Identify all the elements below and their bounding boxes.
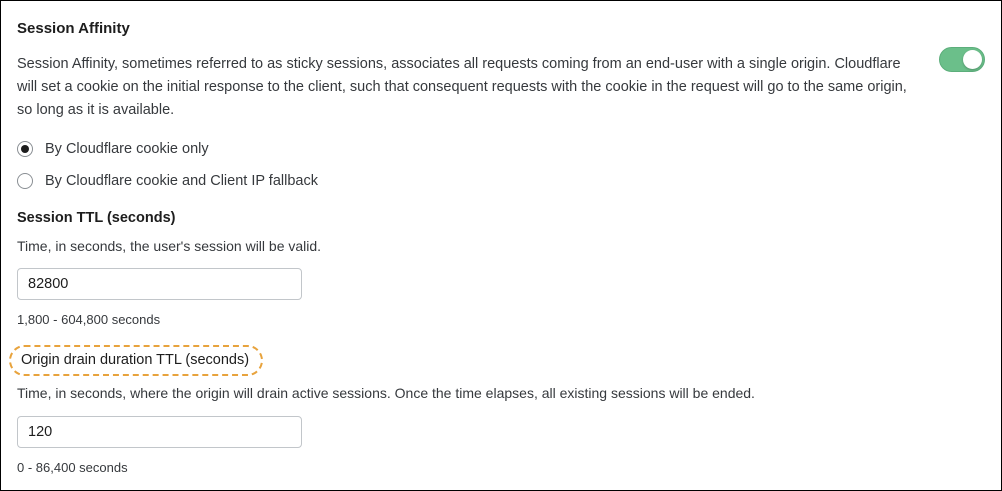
radio-icon[interactable] [17, 141, 33, 157]
radio-option-cookie-and-ip[interactable] [17, 172, 985, 190]
session-ttl-input[interactable] [17, 268, 302, 300]
origin-drain-ttl-input[interactable] [17, 416, 302, 448]
session-affinity-toggle[interactable] [939, 47, 985, 72]
section-description: Session Affinity, sometimes referred to as sticky sessions, associates all requests coming from an end-user with a single origin. Cloudflare will set a cookie on the initial response to the client, such that consequent requests with the cookie in the request will go to the same origin, so long as it is available. [17, 56, 907, 118]
session-ttl-range: 1,800 - 604,800 seconds [17, 312, 161, 327]
radio-option-cookie-only[interactable] [17, 140, 985, 158]
page-title: Session Affinity [17, 20, 130, 37]
radio-label: By Cloudflare cookie and Client IP fallback [45, 173, 318, 189]
session-ttl-help: Time, in seconds, the user's session will be valid. [17, 238, 322, 254]
origin-drain-ttl-label: Origin drain duration TTL (seconds) [9, 345, 263, 376]
radio-label: By Cloudflare cookie only [45, 141, 209, 157]
session-ttl-label: Session TTL (seconds) [17, 210, 176, 226]
radio-icon[interactable] [17, 173, 33, 189]
toggle-knob [963, 50, 982, 69]
origin-drain-ttl-help: Time, in seconds, where the origin will drain active sessions. Once the time elapses, all existing sessions will be ended. [17, 385, 755, 401]
origin-drain-ttl-range: 0 - 86,400 seconds [17, 460, 128, 475]
panel-body [1, 1, 1001, 490]
